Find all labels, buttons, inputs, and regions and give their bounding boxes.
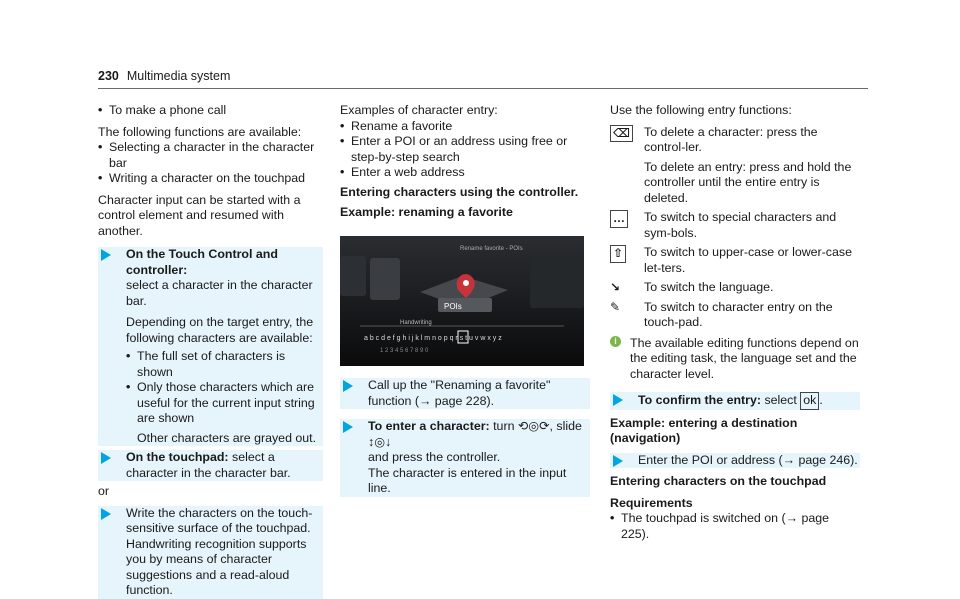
list-item: • To make a phone call <box>98 103 227 117</box>
paragraph: Character input can be started with a control element and resumed with another. <box>98 192 301 238</box>
step-arrow-icon <box>343 380 353 392</box>
list-item: • The full set of characters is shown <box>126 349 286 379</box>
step-arrow-icon <box>613 455 623 467</box>
ok-icon: ok <box>800 392 819 410</box>
heading-requirements: Requirements <box>610 495 693 510</box>
paragraph: Use the following entry functions: <box>610 103 792 117</box>
step-enter-character: To enter a character: turn ⟲◎⟳, slide ↕◎↓ and press the controller. The character is entered in the input line. <box>340 419 590 497</box>
page-number: 230 <box>98 69 119 83</box>
list-item: • Writing a character on the touchpad <box>98 171 306 185</box>
list-item: • Only those characters which are useful for the current input string are shown <box>126 380 315 425</box>
step-arrow-icon <box>101 249 111 261</box>
touchpad-icon: ✎ <box>610 299 621 314</box>
step-touch-control: On the Touch Control and controller: select a character in the character bar. Depending on the target entry, the following characters are available: • The full set of characters is shown • Only those characters which are useful for the current input string are shown Other characters are grayed out. <box>98 247 323 446</box>
step-write: Write the characters on the touch-sensitive surface of the touchpad. Handwriting recognition supports you by means of character suggestions and a read-aloud function. <box>98 506 323 599</box>
shift-icon: ⇧ <box>610 245 626 263</box>
info-icon: i <box>610 336 621 347</box>
screen-poi-label: POIs <box>444 302 462 311</box>
column-3 <box>610 103 860 542</box>
screen-character-bar: a b c d e f g h i j k l m n o p q r s t u v w x y z <box>364 335 502 342</box>
heading-touchpad: Entering characters on the touchpad <box>610 474 827 488</box>
controller-slide-icon: ↕◎↓ <box>368 434 392 449</box>
list-item: • Rename a favorite <box>340 118 453 133</box>
language-icon: ↘ <box>610 280 621 294</box>
step-touchpad: On the touchpad: select a character in the character bar. <box>98 450 323 481</box>
heading-example: Example: renaming a favorite <box>340 205 513 219</box>
or-text: or <box>98 484 110 498</box>
function-special-characters: … To switch to special characters and sym-bols. <box>610 210 860 241</box>
ellipsis-icon: … <box>610 210 628 228</box>
list-item: • Enter a web address <box>340 165 465 179</box>
page-header <box>98 69 230 83</box>
note: i The available editing functions depend on the editing task, the language set and the character level. <box>610 336 860 383</box>
heading-entering: Entering characters using the controller. <box>340 184 579 199</box>
list-item: • Enter a POI or an address using free or step-by-step search <box>340 134 568 164</box>
list-item: • Selecting a character in the character bar <box>98 140 315 170</box>
function-touchpad: ✎ To switch to character entry on the touch-pad. <box>610 299 833 329</box>
screenshot-rename-favorite <box>340 236 584 366</box>
column-2-steps <box>340 378 590 497</box>
paragraph: The following functions are available: <box>98 124 302 139</box>
function-delete: ⌫ To delete a character: press the control-ler. To delete an entry: press and hold the controller until the entire entry is deleted. <box>610 125 860 207</box>
screen-handwriting-label: Handwriting <box>400 320 432 326</box>
delete-icon: ⌫ <box>610 125 633 143</box>
section-title: Multimedia system <box>126 69 231 83</box>
heading-example: Example: entering a destination (navigation) <box>610 415 798 445</box>
screen-title: Rename favorite - POIs <box>460 246 523 252</box>
controller-turn-icon: ⟲◎⟳ <box>517 419 550 433</box>
paragraph: Examples of character entry: <box>340 103 498 117</box>
function-case: ⇧ To switch to upper-case or lower-case let-ters. <box>610 245 860 276</box>
step-arrow-icon <box>613 394 623 406</box>
step-arrow-icon <box>343 421 353 433</box>
column-1 <box>98 103 323 599</box>
step-arrow-icon <box>101 508 111 520</box>
column-2 <box>340 103 590 221</box>
screen-illustration <box>340 236 584 366</box>
screen-digit-bar: 1 2 3 4 5 6 7 8 9 0 <box>380 348 429 354</box>
step-call-up: Call up the "Renaming a favorite" function (→ page 228). <box>340 378 590 409</box>
function-language: ↘ To switch the language. <box>610 280 774 294</box>
step-enter-poi: Enter the POI or address (→ page 246). <box>610 453 860 469</box>
step-arrow-icon <box>101 452 111 464</box>
step-confirm: To confirm the entry: select ok . <box>610 392 860 410</box>
list-item: • The touchpad is switched on (→ page 225). <box>610 511 830 541</box>
header-rule <box>98 88 868 89</box>
